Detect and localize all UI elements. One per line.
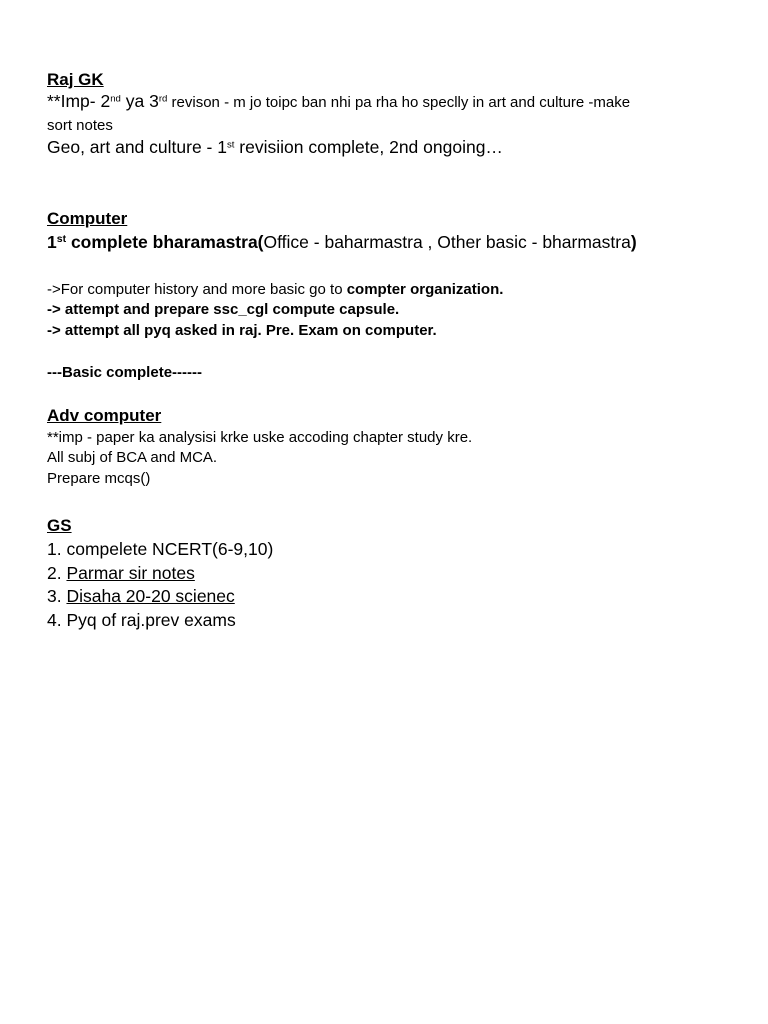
- computer-line-1-sup: st: [56, 233, 67, 246]
- gs-item-2: [47, 565, 195, 583]
- gs-item-3-number: 3.: [47, 586, 67, 606]
- raj-gk-line-2: sort notes: [47, 117, 113, 134]
- gs-item-2-number: 2.: [47, 563, 67, 583]
- raj-gk-line-1-mid: ya 3: [120, 91, 159, 111]
- computer-line-1: [47, 234, 637, 252]
- adv-computer-line-2: All subj of BCA and MCA.: [47, 449, 218, 466]
- computer-point-2: -> attempt and prepare ssc_cgl compute capsule.: [47, 301, 400, 318]
- raj-gk-line-3-prefix: Geo, art and culture - 1: [47, 137, 227, 157]
- computer-line-1-normal-text: Office - baharmastra , Other basic - bharmastra: [263, 232, 631, 252]
- computer-heading: Computer: [47, 209, 128, 228]
- gs-heading: GS: [47, 516, 72, 535]
- basic-complete-note: ---Basic complete------: [47, 364, 203, 381]
- raj-gk-line-3: [47, 139, 503, 157]
- gs-item-3: [47, 588, 235, 606]
- raj-gk-line-1-sup-2: rd: [158, 93, 168, 105]
- computer-point-1-bold: compter organization.: [346, 281, 504, 298]
- gs-item-4: 4. Pyq of raj.prev exams: [47, 610, 236, 630]
- raj-gk-heading: Raj GK: [47, 70, 104, 89]
- computer-line-1-number: 1: [47, 232, 57, 252]
- computer-line-1-bold-text: complete bharamastra(: [66, 232, 264, 252]
- computer-line-1-close: ): [630, 232, 637, 252]
- computer-point-1: [47, 282, 503, 297]
- adv-computer-line-3: Prepare mcqs(): [47, 470, 151, 487]
- adv-computer-heading: Adv computer: [47, 406, 162, 425]
- gs-item-3-text: Disaha 20-20 scienec: [66, 586, 235, 606]
- raj-gk-line-1: [47, 93, 630, 111]
- adv-computer-line-1: **imp - paper ka analysisi krke uske accoding chapter study kre.: [47, 429, 473, 446]
- raj-gk-line-1-rest: revison - m jo toipc ban nhi pa rha ho speclly in art and culture -make: [167, 94, 631, 111]
- raj-gk-line-3-rest: revisiion complete, 2nd ongoing…: [234, 137, 503, 157]
- raj-gk-line-1-prefix: **Imp- 2: [47, 91, 111, 111]
- raj-gk-line-3-sup: st: [226, 139, 235, 151]
- raj-gk-line-1-sup-1: nd: [110, 93, 121, 105]
- gs-item-2-text: Parmar sir notes: [66, 563, 195, 583]
- computer-point-3: -> attempt all pyq asked in raj. Pre. Exam on computer.: [47, 322, 437, 339]
- computer-point-1-prefix: ->For computer history and more basic go to: [47, 281, 347, 298]
- gs-item-1: 1. compelete NCERT(6-9,10): [47, 539, 274, 559]
